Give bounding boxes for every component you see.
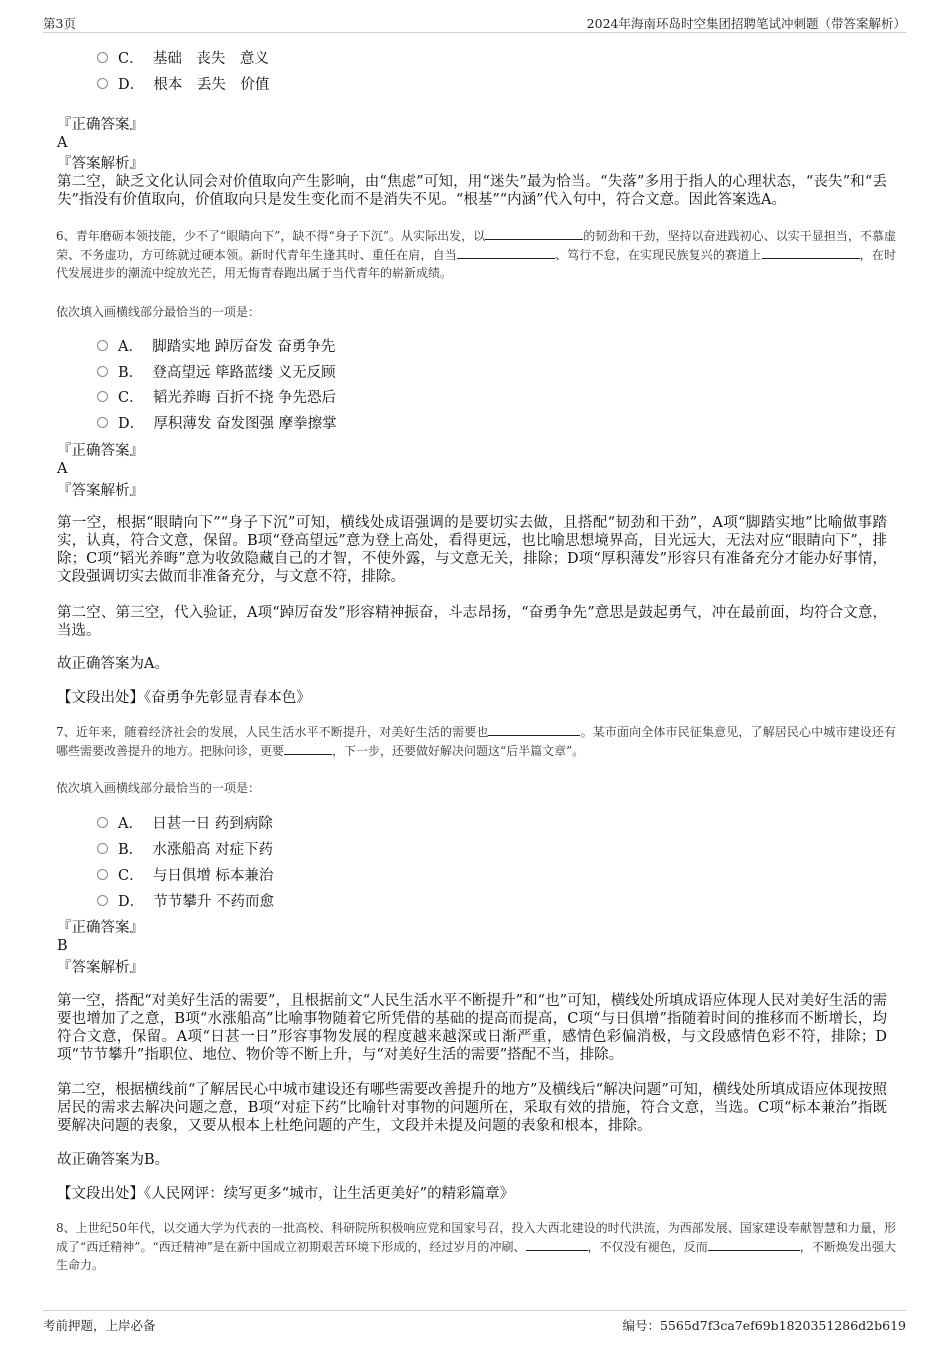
footer-slogan: 考前押题，上岸必备 (43, 1318, 156, 1333)
analysis-label: 『答案解析』 (57, 156, 144, 172)
q7-option-c[interactable]: C． 与日俱增 标本兼治 (97, 864, 273, 885)
conclusion: 故正确答案为A。 (57, 656, 169, 672)
blank-line (526, 1238, 588, 1251)
analysis-label: 『答案解析』 (57, 483, 144, 499)
blank-line (457, 246, 555, 259)
q5-option-c[interactable]: C． 基础 丧失 意义 (97, 47, 269, 68)
radio-icon[interactable] (97, 340, 108, 351)
radio-icon[interactable] (97, 895, 108, 906)
analysis-paragraph: 第一空，搭配“对美好生活的需要”，且根据前文“人民生活水平不断提升”和“也”可知，横线处所填成语应体现人民对美好生活的需要也增加了之意，B项“水涨船高”比喻事物随着它所凭借的基础的提高而提高，C项“与日俱增”指随着时间的推移而不断增长，均符合文意，保留。A项“日甚一日”形容事物发展的程度越来越深或日渐严重，感情色彩偏消极，与文段感情色彩不符，排除；D项“节节攀升”指职位、地位、物价等不断上升，与“对美好生活的需要”搭配不当，排除。 (57, 993, 887, 1063)
radio-icon[interactable] (97, 817, 108, 828)
radio-icon[interactable] (97, 78, 108, 89)
answer-label: 『正确答案』 (57, 117, 144, 133)
answer-value: A (57, 135, 68, 151)
answer-value: A (57, 461, 68, 477)
analysis-label: 『答案解析』 (57, 960, 144, 976)
q7-option-a[interactable]: A． 日甚一日 药到病除 (97, 812, 273, 833)
q6-option-c[interactable]: C． 韬光养晦 百折不挠 争先恐后 (97, 386, 336, 407)
analysis-text: 第二空，缺乏文化认同会对价值取向产生影响，由“焦虑”可知，用“迷失”最为恰当。“失落”多用于指人的心理状态，“丧失”和“丢失”指没有价值取向，价值取向只是发生变化而不是消失不见。“根基”“内涵”代入句中，符合文意。因此答案选A。 (57, 174, 887, 208)
source-citation: 【文段出处】《人民网评：续写更多“城市，让生活更美好”的精彩篇章》 (57, 1186, 515, 1202)
radio-icon[interactable] (97, 869, 108, 880)
blank-line (708, 1238, 800, 1251)
source-citation: 【文段出处】《奋勇争先彰显青春本色》 (57, 690, 311, 706)
q6-stem: 6、青年磨砺本领技能，少不了“眼睛向下”，缺不得“身子下沉”。从实际出发，以 的韧劲和干劲，坚持以奋进践初心、以实干显担当，不慕虚荣、不务虚功，方可练就过硬本领。新时代青年生逢其时、重任在肩，自当 、笃行不怠，在实现民族复兴的赛道上 ，在时代发展进步的潮流中绽放光芒，用无悔青春跑出属于当代青年的崭新成绩。 (56, 229, 896, 280)
radio-icon[interactable] (97, 366, 108, 377)
radio-icon[interactable] (97, 52, 108, 63)
document-title: 2024年海南环岛时空集团招聘笔试冲刺题（带答案解析） (586, 16, 906, 31)
q6-option-d[interactable]: D． 厚积薄发 奋发图强 摩拳擦掌 (97, 412, 337, 433)
radio-icon[interactable] (97, 843, 108, 854)
blank-line (284, 742, 332, 755)
header-divider (43, 32, 906, 33)
q7-option-b[interactable]: B． 水涨船高 对症下药 (97, 838, 273, 859)
answer-label: 『正确答案』 (57, 920, 144, 936)
q8-stem: 8、上世纪50年代，以交通大学为代表的一批高校、科研院所积极响应党和国家号召，投入大西北建设的时代洪流，为西部发展、国家建设奉献智慧和力量，形成了“西迁精神”。“西迁精神”是在新中国成立初期艰苦环境下形成的，经过岁月的冲刷、 ，不仅没有褪色，反而 ，不断焕发出强大生命力。 (56, 1221, 896, 1272)
blank-line (762, 246, 860, 259)
page-number: 第3页 (43, 16, 76, 31)
q7-option-d[interactable]: D． 节节攀升 不药而愈 (97, 890, 274, 911)
analysis-paragraph: 第二空、第三空，代入验证，A项“踔厉奋发”形容精神振奋，斗志昂扬，“奋勇争先”意思是鼓起勇气，冲在最前面，均符合文意，当选。 (57, 605, 887, 639)
blank-line (485, 227, 583, 240)
document-code: 编号：5565d7f3ca7ef69b1820351286d2b619 (622, 1318, 906, 1333)
footer-divider (43, 1310, 906, 1311)
q7-stem: 7、近年来，随着经济社会的发展，人民生活水平不断提升，对美好生活的需要也 。某市面向全体市民征集意见，了解居民心中城市建设还有哪些需要改善提升的地方。把脉问诊，更要 ，下一步，还要做好解决问题这“后半篇文章”。 (56, 725, 896, 758)
answer-label: 『正确答案』 (57, 443, 144, 459)
analysis-paragraph: 第一空，根据“眼睛向下”“身子下沉”可知，横线处成语强调的是要切实去做，且搭配“韧劲和干劲”，A项“脚踏实地”比喻做事踏实，认真，符合文意，保留。B项“登高望远”意为登上高处，看得更远，也比喻思想境界高，目光远大，无法对应“眼睛向下”，排除；C项“韬光养晦”意为收敛隐藏自己的才智，不使外露，与文意无关，排除；D项“厚积薄发”形容只有准备充分才能办好事情，文段强调切实去做而非准备充分，与文意不符，排除。 (57, 515, 887, 585)
page-header (0, 0, 950, 30)
answer-value: B (57, 938, 68, 954)
q7-prompt: 依次填入画横线部分最恰当的一项是： (56, 781, 261, 795)
q6-option-b[interactable]: B． 登高望远 筚路蓝缕 义无反顾 (97, 361, 336, 382)
conclusion: 故正确答案为B。 (57, 1152, 170, 1168)
q6-option-a[interactable]: A． 脚踏实地 踔厉奋发 奋勇争先 (97, 335, 335, 356)
radio-icon[interactable] (97, 417, 108, 428)
radio-icon[interactable] (97, 391, 108, 402)
q5-option-d[interactable]: D． 根本 丢失 价值 (97, 73, 269, 94)
q6-prompt: 依次填入画横线部分最恰当的一项是： (56, 305, 261, 319)
blank-line (488, 723, 580, 736)
analysis-paragraph: 第二空，根据横线前“了解居民心中城市建设还有哪些需要改善提升的地方”及横线后“解决问题”可知，横线处所填成语应体现按照居民的需求去解决问题之意，B项“对症下药”比喻针对事物的问题所在，采取有效的措施，符合文意，当选。C项“标本兼治”指既要解决问题的表象，又要从根本上杜绝问题的产生，文段并未提及问题的表象和根本，排除。 (57, 1082, 887, 1134)
